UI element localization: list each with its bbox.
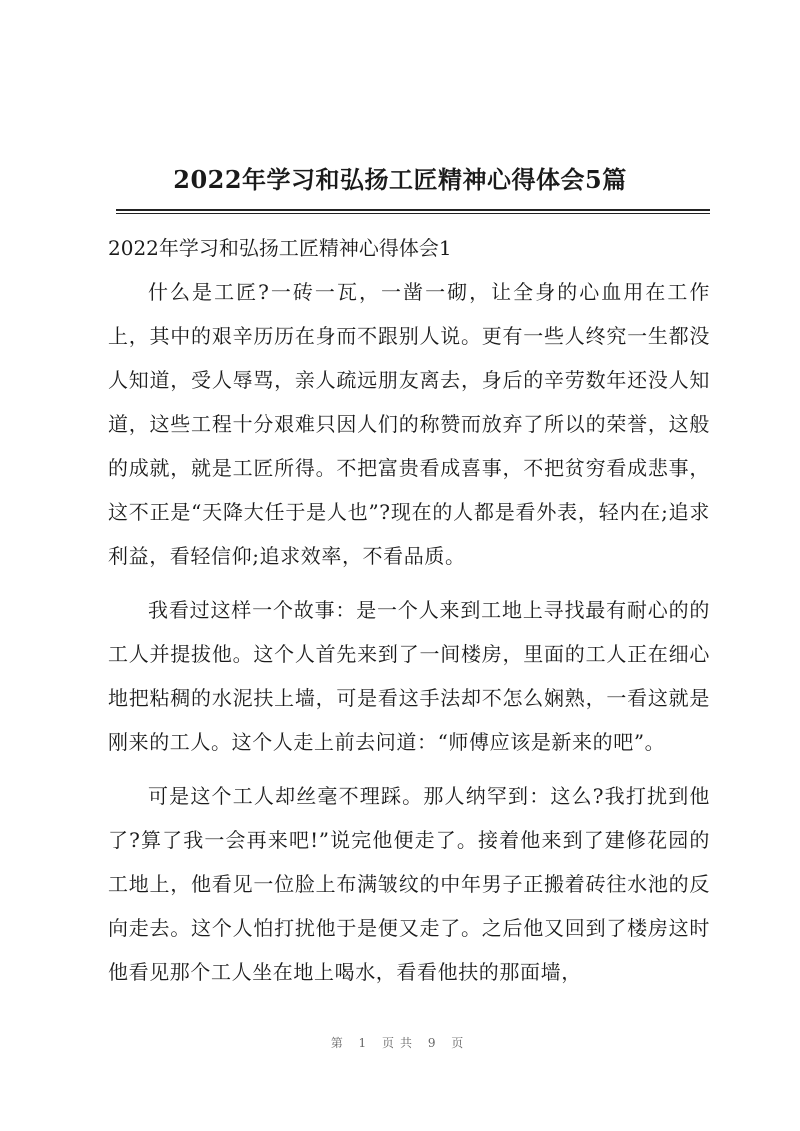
paragraph-3: 可是这个工人却丝毫不理踩。那人纳罕到：这么?我打扰到他了?算了我一会再来吧!”说完他便走了。接着他来到了建修花园的工地上，他看见一位脸上布满皱纹的中年男子正搬着砖往水池的反向走去。这个人怕打扰他于是便又走了。之后他又回到了楼房这时他看见那个工人坐在地上喝水，看看他扶的那面墙，: [108, 784, 710, 984]
document-title: 2022年学习和弘扬工匠精神心得体会5篇: [173, 165, 627, 194]
paragraph-1: 什么是工匠?一砖一瓦，一凿一砌，让全身的心血用在工作上，其中的艰辛历历在身而不跟别人说。更有一些人终究一生都没人知道，受人辱骂，亲人疏远朋友离去，身后的辛劳数年还没人知道，这些工程十分艰难只因人们的称赞而放弃了所以的荣誉，这般的成就，就是工匠所得。不把富贵看成喜事，不把贫穷看成悲事，这不正是“天降大任于是人也”?现在的人都是看外表，轻内在;追求利益，看轻信仰;追求效率，不看品质。: [108, 280, 710, 568]
title-divider: [116, 209, 710, 214]
page-footer: 第 1 页共 9 页: [330, 1036, 470, 1050]
section-heading: 2022年学习和弘扬工匠精神心得体会1: [108, 236, 452, 260]
document-body: [108, 226, 710, 994]
paragraph-2: 我看过这样一个故事：是一个人来到工地上寻找最有耐心的的工人并提拔他。这个人首先来到了一间楼房，里面的工人正在细心地把粘稠的水泥扶上墙，可是看这手法却不怎么娴熟，一看这就是刚来的工人。这个人走上前去问道：“师傅应该是新来的吧”。: [108, 598, 710, 754]
